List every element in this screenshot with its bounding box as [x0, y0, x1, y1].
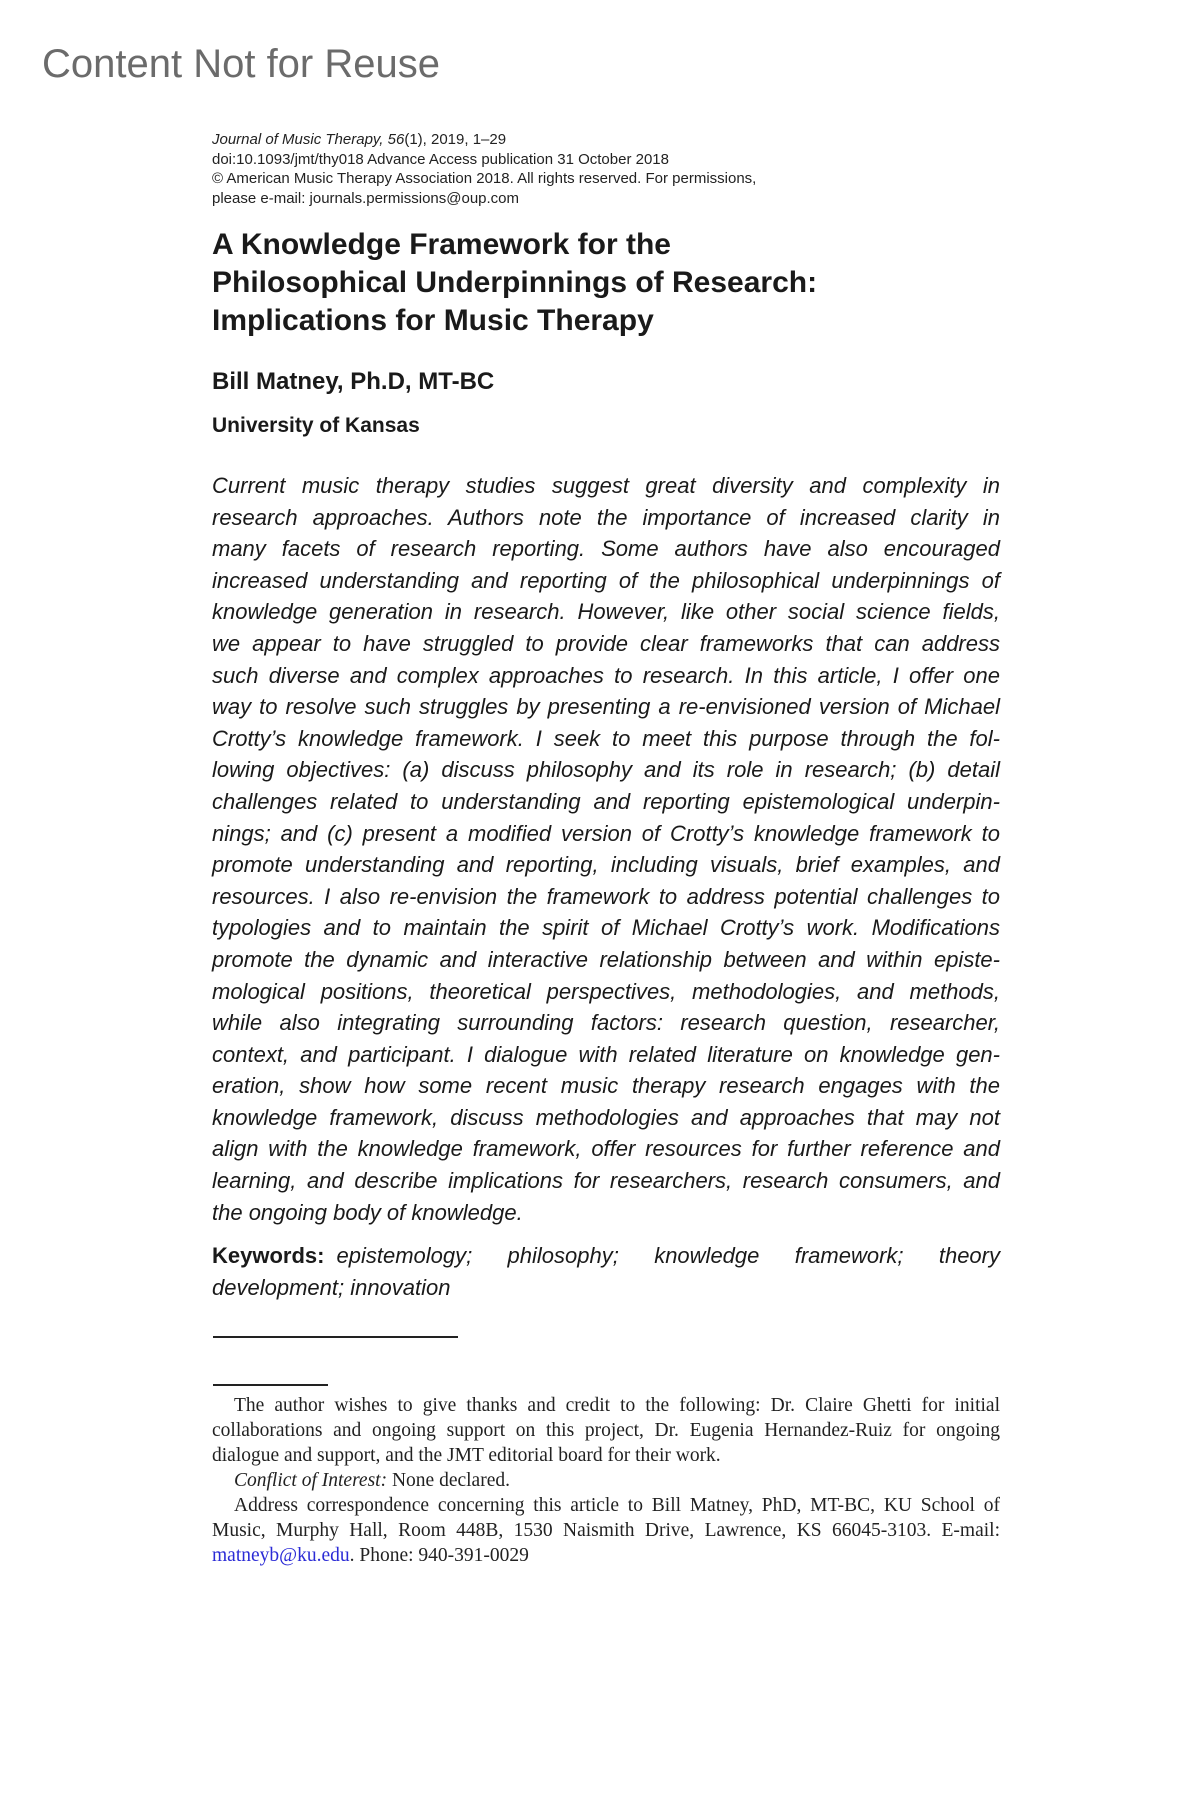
keywords [212, 1240, 1000, 1303]
acknowledgments: The author wishes to give thanks and credit to the following: Dr. Claire Ghetti for initial collaborations and ongoing support on this project, Dr. Eugenia Hernandez-Ruiz for ongoing dialogue and support, and the JMT editorial board for their work. [212, 1395, 1000, 1466]
article-title [212, 226, 1000, 340]
email-link[interactable]: matneyb@ku.edu [212, 1545, 350, 1566]
copyright-line: © American Music Therapy Association 2018. All rights reserved. For permissions, [212, 170, 757, 187]
title-line: A Knowledge Framework for the [212, 228, 671, 261]
coi-label: Conflict of Interest: [234, 1470, 388, 1491]
abstract-line: promote the dynamic and interactive relationship between and within episte- [212, 946, 1000, 972]
abstract-line: such diverse and complex approaches to research. In this article, I offer one [212, 662, 1000, 688]
abstract-line: promote understanding and reporting, including visuals, brief examples, and [212, 852, 1000, 878]
phone-text: . Phone: 940-391-0029 [349, 1545, 529, 1566]
keywords-text: epistemology; philosophy; knowledge framework; theory development; innovation [212, 1243, 1000, 1300]
conflict-of-interest [212, 1468, 1000, 1493]
footnote-rule [213, 1384, 328, 1386]
abstract-line: context, and participant. I dialogue with related literature on knowledge gen- [212, 1041, 1000, 1067]
abstract-line: nings; and (c) present a modified version of Crotty’s knowledge framework to [212, 820, 1000, 846]
footnote [212, 1393, 1000, 1568]
abstract-line: lowing objectives: (a) discuss philosophy and its role in research; (b) detail [212, 757, 1000, 783]
citation-line [212, 130, 1000, 150]
abstract-line: while also integrating surrounding factors: research question, researcher, [212, 1010, 1000, 1036]
coi-text: None declared. [387, 1470, 510, 1491]
affiliation: University of Kansas [212, 414, 420, 437]
divider [213, 1336, 458, 1338]
journal-name: Journal of Music Therapy, [212, 131, 384, 148]
abstract-line: typologies and to maintain the spirit of Michael Crotty’s work. Modifications [212, 915, 1000, 941]
permissions-line: please e-mail: journals.permissions@oup.com [212, 189, 520, 207]
issue-pages: (1), 2019, 1–29 [404, 131, 507, 148]
abstract-line: eration, show how some recent music therapy research engages with the [212, 1073, 1000, 1099]
journal-header [212, 130, 1000, 208]
abstract-line: resources. I also re-envision the framework to address potential challenges to [212, 883, 1000, 909]
author-name: Bill Matney, Ph.D, MT-BC [212, 368, 495, 395]
abstract-line: mological positions, theoretical perspectives, methodologies, and methods, [212, 978, 1000, 1004]
abstract-line: learning, and describe implications for researchers, research consumers, and [212, 1168, 1000, 1194]
abstract-line: Crotty’s knowledge framework. I seek to meet this purpose through the fol- [212, 725, 1000, 751]
doi-line: doi:10.1093/jmt/thy018 Advance Access publication 31 October 2018 [212, 150, 669, 168]
address-text: Address correspondence concerning this article to Bill Matney, PhD, MT-BC, KU School of Music, Murphy Hall, Room 448B, 1530 Naismith Drive, Lawrence, KS 66045-3103. E-mail: [212, 1495, 1000, 1541]
abstract-line: increased understanding and reporting of the philosophical underpinnings of [212, 567, 1000, 593]
abstract-line: knowledge generation in research. However, like other social science fields, [212, 599, 1000, 625]
abstract-line: many facets of research reporting. Some authors have also encouraged [212, 536, 1000, 562]
abstract-line: align with the knowledge framework, offer resources for further reference and [212, 1136, 1000, 1162]
abstract [212, 470, 1000, 1228]
title-line: Philosophical Underpinnings of Research: [212, 266, 818, 299]
abstract-line: knowledge framework, discuss methodologies and approaches that may not [212, 1104, 1000, 1130]
abstract-line: way to resolve such struggles by presenting a re-envisioned version of Michael [212, 694, 1000, 720]
abstract-line: the ongoing body of knowledge. [212, 1199, 523, 1225]
abstract-line: challenges related to understanding and reporting epistemological underpin- [212, 788, 1000, 814]
abstract-line: research approaches. Authors note the importance of increased clarity in [212, 504, 1000, 530]
correspondence [212, 1493, 1000, 1568]
abstract-line: Current music therapy studies suggest great diversity and complexity in [212, 473, 1000, 498]
watermark: Content Not for Reuse [42, 42, 440, 86]
keywords-label: Keywords: [212, 1243, 325, 1268]
abstract-line: we appear to have struggled to provide clear frameworks that can address [212, 630, 1000, 656]
title-line: Implications for Music Therapy [212, 304, 654, 337]
volume: 56 [387, 131, 405, 148]
